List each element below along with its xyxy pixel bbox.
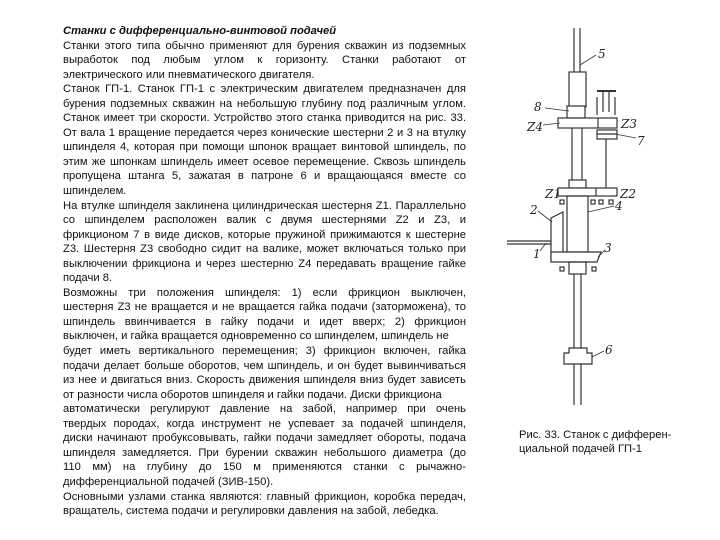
text-line: Основными узлами станка являются: главный фрикцион, коробка передач, bbox=[63, 490, 466, 503]
text-line: этим же шпонкам шпиндель имеет осевое перемещение. Сквозь шпиндель bbox=[63, 155, 466, 168]
text-line: дифференциальной подачей (ЗИВ-150). bbox=[63, 475, 274, 488]
text-line: твердых породах, когда инструмент не успевает за подачей шпинделя, bbox=[63, 417, 466, 430]
label-7: 7 bbox=[637, 134, 645, 148]
text-line: автоматически регулируют давление на забой, например при очень bbox=[63, 403, 466, 416]
text-line: шпинделя 4, которая при помощи шпонок вращает винтовой шпиндель, по bbox=[63, 141, 466, 154]
label-8: 8 bbox=[534, 100, 542, 114]
text-line: шестерня Z3 не вращается и не вращается гайка подачи (заторможена), то bbox=[63, 301, 466, 314]
text-line: диски начинают пробуксовывать, гайки подачи замедляет обороты, подача bbox=[63, 432, 466, 445]
text-line: Z3. Шестерня Z3 свободно сидит на валике, может включаться только при bbox=[63, 243, 466, 256]
machine-diagram bbox=[490, 25, 660, 420]
text-line: вращатель, система подачи и регулировки давления на забой, лебедка. bbox=[63, 505, 439, 518]
caption-line: циальной подачей ГП-1 bbox=[519, 443, 642, 455]
text-line: шпинделем. bbox=[63, 185, 127, 198]
text-line: Станки этого типа обычно применяют для бурения скважин из подземных bbox=[63, 39, 466, 52]
label-5: 5 bbox=[598, 47, 606, 61]
label-1: 1 bbox=[533, 247, 541, 261]
text-line: выработок под любым углом к горизонту. Станки работают от bbox=[63, 54, 466, 67]
text-line: От вала 1 вращение передается через конические шестерни 2 и 3 на втулку bbox=[63, 126, 466, 139]
text-line: будет иметь вертикального перемещения; 3) фрикцион включен, гайка bbox=[63, 345, 466, 358]
label-z1: Z1 bbox=[545, 187, 561, 201]
text-line: выключении фрикциона и через шестерню Z4 передавать вращение гайке bbox=[63, 257, 466, 270]
text-line: фрикционом 7 в виде дисков, которые пружиной прижимаются к шестерне bbox=[63, 228, 466, 241]
text-line: электрического или пневматического двигателя. bbox=[63, 68, 315, 81]
caption-line: Рис. 33. Станок с дифферен- bbox=[519, 429, 672, 441]
text-line: 110 мм) на глубину до 150 м применяются станки с рычажно- bbox=[63, 461, 466, 474]
label-z2: Z2 bbox=[620, 187, 636, 201]
text-line: от разности числа оборотов шпинделя и гайки подачи. Диски фрикциона bbox=[63, 388, 442, 401]
text-line: подачи делает больше оборотов, чем шпиндель, и он будет вывинчиваться bbox=[63, 359, 466, 372]
text-line: подачи 8. bbox=[63, 272, 113, 285]
figure-caption bbox=[519, 428, 671, 456]
text-line: выключен, и гайка вращается одновременно со шпинделем, шпиндель не bbox=[63, 330, 449, 343]
text-line: шпиндель ввинчивается в гайку подачи и идет вверх; 2) фрикцион bbox=[63, 315, 466, 328]
text-line: Станок ГП-1. Станок ГП-1 с электрическим двигателем предназначен для bbox=[63, 83, 466, 96]
text-line: со шпинделем расположен валик с двумя шестернями Z2 и Z3, и bbox=[63, 214, 466, 227]
label-3: 3 bbox=[604, 241, 612, 255]
text-line: из нее и двигаться вниз. Скорость движения шпинделя вниз будет зависеть bbox=[63, 374, 466, 387]
text-line: На втулке шпинделя заклинена цилиндрическая шестерня Z1. Параллельно bbox=[63, 199, 466, 212]
text-line: Возможны три положения шпинделя: 1) если фрикцион выключен, bbox=[63, 286, 466, 299]
text-line: бурения подземных скважин на небольшую глубину под различным углом. bbox=[63, 97, 466, 110]
label-4: 4 bbox=[615, 199, 623, 213]
section-heading: Станки с дифференциально-винтовой подачей bbox=[63, 25, 337, 37]
label-2: 2 bbox=[530, 203, 538, 217]
text-line: Станок имеет три скорости. Устройство этого станка приводится на рис. 33. bbox=[63, 112, 466, 125]
text-line: пропущена штанга 5, зажатая в патроне 6 и вращающаяся вместе со bbox=[63, 170, 466, 183]
label-z4: Z4 bbox=[527, 120, 543, 134]
text-line: шпинделя замедляется. При бурении скважин небольшого диаметра (до bbox=[63, 446, 466, 459]
label-z3: Z3 bbox=[621, 117, 637, 131]
document-body bbox=[63, 24, 466, 519]
label-6: 6 bbox=[605, 343, 613, 357]
